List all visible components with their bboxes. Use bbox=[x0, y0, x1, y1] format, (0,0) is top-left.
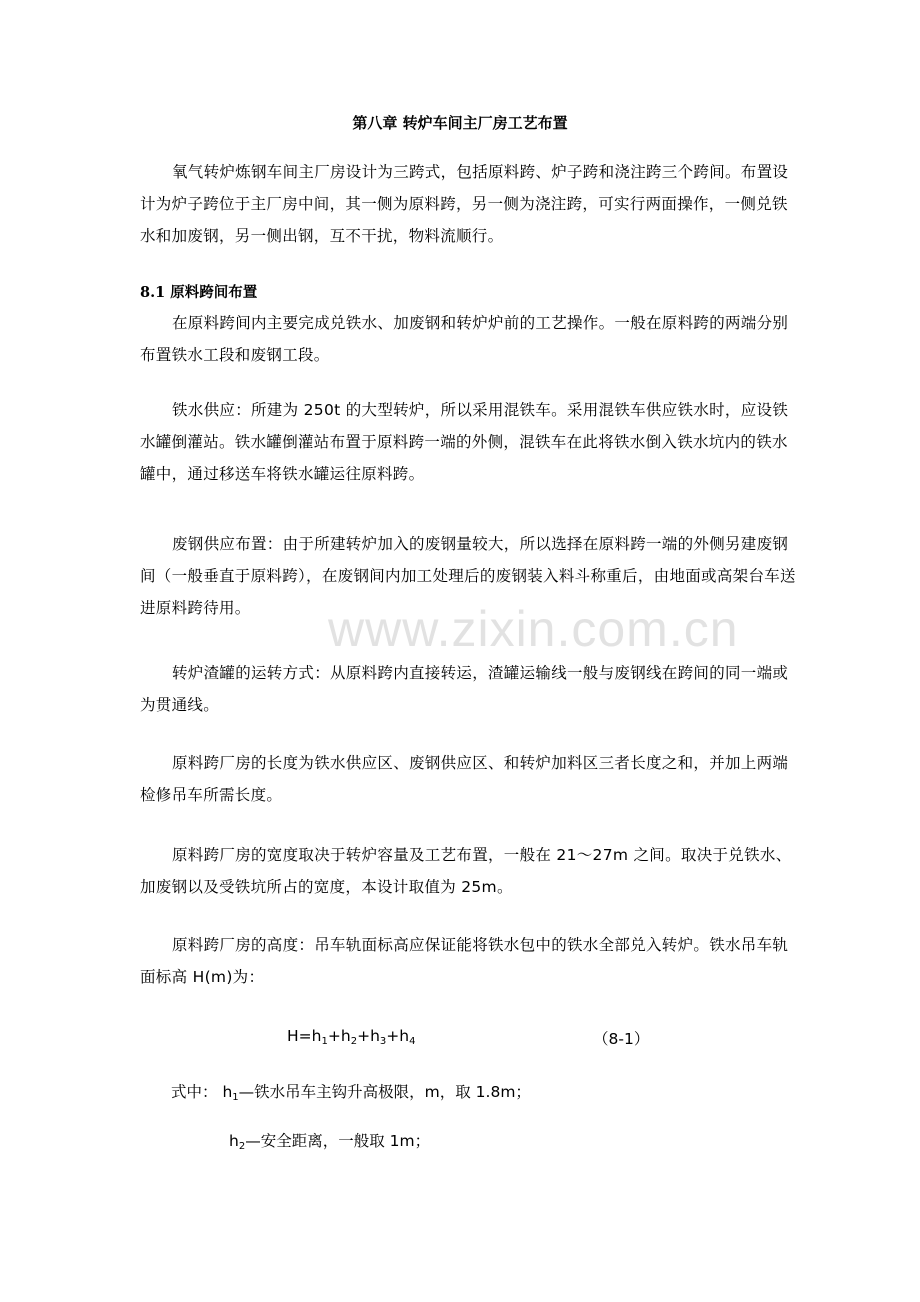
variable-definition: —安全距离，一般取 1m； bbox=[245, 1132, 431, 1150]
paragraph-text: 原料跨厂房的长度为铁水供应区、废钢供应区、和转炉加料区三者长度之和，并加上两端检修吊车所需长度。 bbox=[140, 754, 789, 804]
paragraph bbox=[140, 394, 800, 490]
paragraph bbox=[140, 307, 800, 371]
formula-term: $h_4$ bbox=[399, 1027, 416, 1047]
intro-paragraph bbox=[140, 156, 800, 252]
formula-term: $h_1$ bbox=[311, 1027, 328, 1047]
paragraph bbox=[140, 657, 800, 721]
paragraph-text: 废钢供应布置：由于所建转炉加入的废钢量较大，所以选择在原料跨一端的外侧另建废钢间（一般垂直于原料跨），在废钢间内加工处理后的废钢装入料斗称重后，由地面或高架台车送进原料跨待用。 bbox=[140, 535, 796, 617]
intro-text: 氧气转炉炼钢车间主厂房设计为三跨式，包括原料跨、炉子跨和浇注跨三个跨间。布置设计为炉子跨位于主厂房中间，其一侧为原料跨，另一侧为浇注跨，可实行两面操作，一侧兑铁水和加废钢，另一侧出钢，互不干扰，物料流顺行。 bbox=[140, 163, 789, 245]
variable-definition: —铁水吊车主钩升高极限，m，取 1.8m； bbox=[238, 1083, 531, 1101]
chapter-title: 第八章 转炉车间主厂房工艺布置 bbox=[352, 114, 568, 132]
where-prefix: 式中： bbox=[171, 1083, 218, 1101]
formula-term: $h_3$ bbox=[370, 1027, 387, 1047]
paragraph bbox=[140, 839, 800, 903]
section-heading: 8.1 原料跨间布置 bbox=[140, 284, 258, 301]
paragraph-text: 铁水供应：所建为 250t 的大型转炉，所以采用混铁车。采用混铁车供应铁水时，应设铁水罐倒灌站。铁水罐倒灌站布置于原料跨一端的外侧，混铁车在此将铁水倒入铁水坑内的铁水罐中，通过移送车将铁水罐运往原料跨。 bbox=[140, 401, 789, 483]
variable: $h_1$ bbox=[222, 1083, 239, 1103]
paragraph-text: 在原料跨间内主要完成兑铁水、加废钢和转炉炉前的工艺操作。一般在原料跨的两端分别布置铁水工段和废钢工段。 bbox=[140, 314, 789, 364]
paragraph-text: 原料跨厂房的高度：吊车轨面标高应保证能将铁水包中的铁水全部兑入转炉。铁水吊车轨面标高 H(m)为： bbox=[140, 936, 789, 986]
variable: $h_2$ bbox=[229, 1132, 246, 1152]
paragraph-text: 原料跨厂房的宽度取决于转炉容量及工艺布置，一般在 21～27m 之间。取决于兑铁水、加废钢以及受铁坑所占的宽度，本设计取值为 25m。 bbox=[140, 846, 792, 896]
where-line bbox=[171, 1080, 531, 1102]
paragraph bbox=[140, 747, 800, 811]
paragraph bbox=[140, 929, 800, 993]
formula-lhs: H= bbox=[287, 1027, 312, 1045]
watermark: www.zixin.com.cn bbox=[328, 601, 739, 657]
formula: $H=h_1+h_2+h_3+h_4$ bbox=[287, 1027, 416, 1047]
paragraph-text: 转炉渣罐的运转方式：从原料跨内直接转运，渣罐运输线一般与废钢线在跨间的同一端或为贯通线。 bbox=[140, 664, 789, 714]
formula-term: $h_2$ bbox=[340, 1027, 358, 1047]
formula-number: （8-1） bbox=[593, 1030, 650, 1048]
where-line bbox=[229, 1129, 430, 1151]
